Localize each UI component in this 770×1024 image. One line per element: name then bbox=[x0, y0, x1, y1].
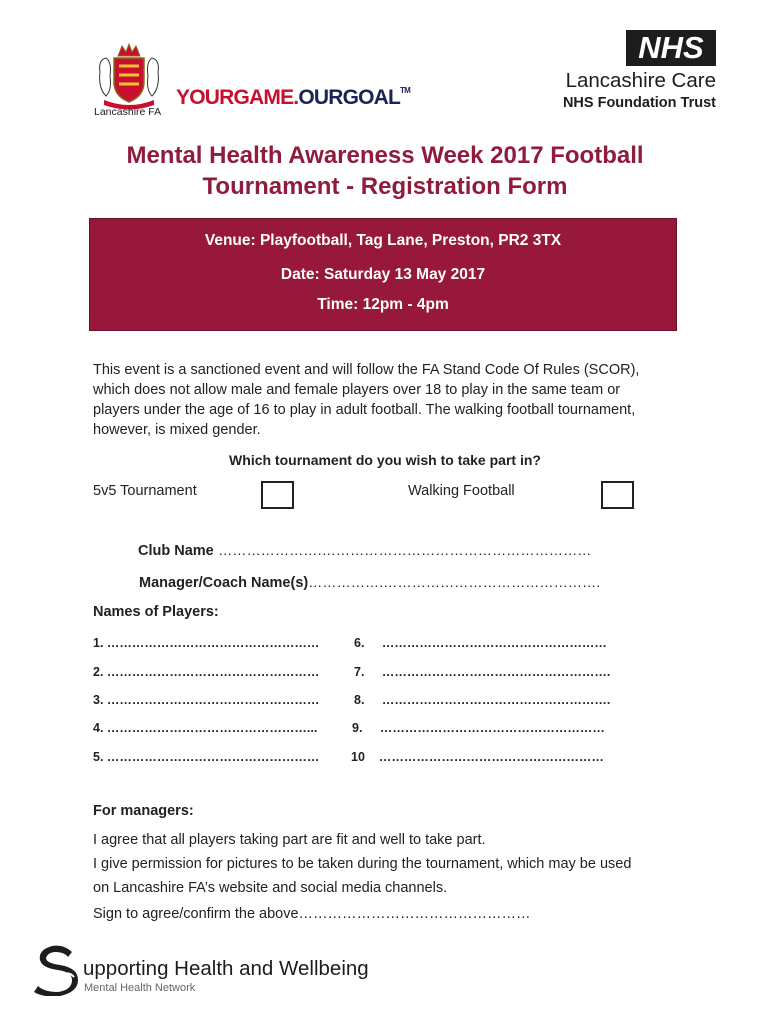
player-dots: ……………………………………………… bbox=[378, 750, 604, 764]
form-title-line-1: Mental Health Awareness Week 2017 Football bbox=[126, 142, 644, 169]
signature-label: Sign to agree/confirm the above bbox=[93, 906, 299, 922]
club-name-dots: ………………….………………………………………………… bbox=[218, 542, 592, 558]
slogan-part-2: OURGOAL bbox=[298, 86, 401, 109]
manager-name-field[interactable] bbox=[139, 574, 600, 592]
agreement-line-3: on Lancashire FA’s website and social media channels. bbox=[93, 880, 448, 896]
player-dots: ………………………………………………. bbox=[381, 693, 611, 707]
player-number: 4. bbox=[93, 721, 104, 735]
lancashire-fa-crest-icon bbox=[94, 42, 164, 114]
player-number: 5. bbox=[93, 750, 104, 764]
option-walking-football-checkbox[interactable] bbox=[601, 481, 634, 509]
description-line-1: This event is a sanctioned event and will follow the FA Stand Code Of Rules (SCOR), bbox=[93, 362, 640, 378]
player-number: 2. bbox=[93, 665, 104, 679]
nhs-logo: NHS bbox=[626, 30, 716, 66]
player-dots: …………………………………………… bbox=[106, 636, 320, 650]
manager-name-label: Manager/Coach Name(s) bbox=[139, 575, 309, 591]
player-number: 1. bbox=[93, 636, 104, 650]
option-walking-football-label: Walking Football bbox=[408, 483, 515, 499]
agreement-line-2: I give permission for pictures to be taken during the tournament, which may be used bbox=[93, 856, 632, 872]
tournament-question: Which tournament do you wish to take part in? bbox=[229, 452, 541, 468]
player-field-3[interactable] bbox=[93, 693, 319, 707]
event-date: Date: Saturday 13 May 2017 bbox=[280, 266, 486, 283]
player-number: 7. bbox=[354, 665, 365, 679]
option-5v5-label: 5v5 Tournament bbox=[93, 483, 197, 499]
player-field-4[interactable] bbox=[93, 721, 317, 735]
managers-heading: For managers: bbox=[93, 803, 194, 819]
player-field-9[interactable] bbox=[352, 721, 605, 735]
signature-field[interactable] bbox=[93, 906, 531, 922]
description-line-3: players under the age of 16 to play in adult football. The walking football tournament, bbox=[93, 402, 636, 418]
footer-network-label: Mental Health Network bbox=[84, 982, 196, 994]
manager-name-dots: …………….………………………………………. bbox=[308, 574, 601, 590]
event-time: Time: 12pm - 4pm bbox=[317, 296, 449, 313]
player-dots: …………………………………………… bbox=[106, 750, 320, 764]
signature-dots: ………………………………………… bbox=[298, 906, 531, 922]
player-field-2[interactable] bbox=[93, 665, 319, 679]
club-name-label: Club Name bbox=[138, 543, 214, 559]
player-dots: ……………………………………………… bbox=[379, 721, 605, 735]
fa-slogan bbox=[176, 86, 410, 110]
trust-subtitle: NHS Foundation Trust bbox=[562, 95, 716, 111]
players-heading: Names of Players: bbox=[93, 604, 219, 620]
player-field-10[interactable] bbox=[351, 750, 604, 764]
trust-name: Lancashire Care bbox=[565, 69, 716, 92]
event-venue: Venue: Playfootball, Tag Lane, Preston, PR2 3TX bbox=[204, 232, 562, 249]
lancashire-fa-label: Lancashire FA bbox=[94, 106, 162, 118]
description-line-4: however, is mixed gender. bbox=[93, 422, 261, 438]
slogan-part-1: YOURGAME. bbox=[176, 86, 299, 109]
club-name-field[interactable] bbox=[138, 542, 592, 560]
player-field-8[interactable] bbox=[354, 693, 610, 707]
option-5v5-checkbox[interactable] bbox=[261, 481, 294, 509]
player-dots: ……………………………………………… bbox=[381, 636, 607, 650]
slogan-trademark: TM bbox=[400, 86, 410, 95]
player-dots: …………………………………………... bbox=[106, 721, 318, 735]
player-field-5[interactable] bbox=[93, 750, 319, 764]
player-number: 8. bbox=[354, 693, 365, 707]
player-number: 6. bbox=[354, 636, 365, 650]
player-field-6[interactable] bbox=[354, 636, 607, 650]
player-field-1[interactable] bbox=[93, 636, 319, 650]
player-dots: …………………………………………… bbox=[106, 693, 320, 707]
form-title-line-2: Tournament - Registration Form bbox=[202, 173, 568, 200]
player-dots: ………………………………………………. bbox=[381, 665, 611, 679]
player-number: 9. bbox=[352, 721, 363, 735]
player-dots: …………………………………………… bbox=[106, 665, 320, 679]
form-title bbox=[60, 140, 710, 202]
description-line-2: which does not allow male and female players over 18 to play in the same team or bbox=[93, 382, 621, 398]
player-field-7[interactable] bbox=[354, 665, 610, 679]
supporting-health-s-icon bbox=[34, 944, 82, 996]
player-number: 3. bbox=[93, 693, 104, 707]
event-description bbox=[93, 360, 693, 440]
footer-logo-text: upporting Health and Wellbeing bbox=[83, 957, 369, 980]
player-number: 10 bbox=[351, 750, 365, 764]
agreement-line-1: I agree that all players taking part are fit and well to take part. bbox=[93, 832, 486, 848]
